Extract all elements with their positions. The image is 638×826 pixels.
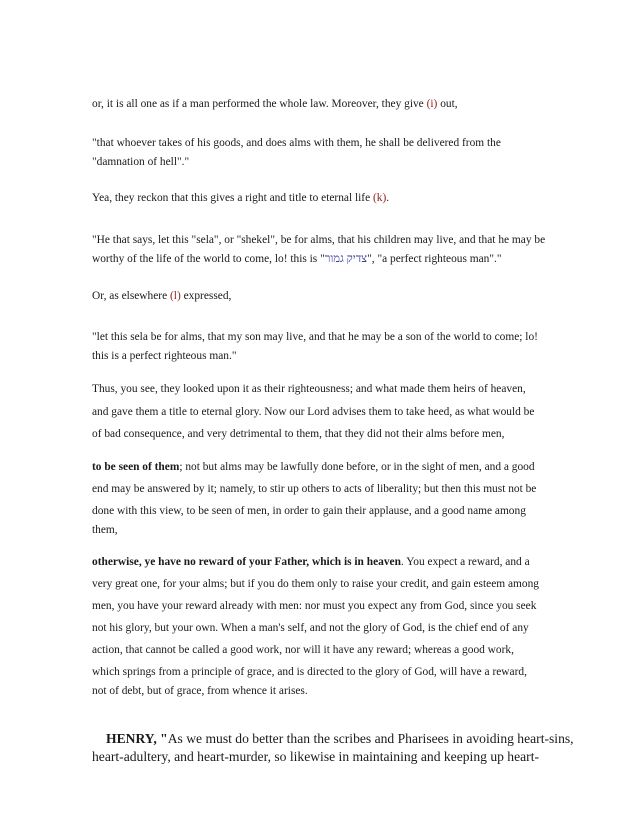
paragraph-6-line-2: this is a perfect righteous man."	[92, 350, 237, 362]
paragraph-4-line-1: "He that says, let this "sela", or "shekel", be for alms, that his children may live, and that he may be	[92, 234, 546, 246]
paragraph-4-line-2	[92, 250, 552, 268]
paragraph-9-line-5: action, that cannot be called a good work, nor will it have any reward; whereas a good work,	[92, 644, 514, 656]
text: expressed,	[180, 290, 232, 302]
paragraph-9-line-7: not of debt, but of grace, from whence it arises.	[92, 685, 308, 697]
paragraph-7-line-1: Thus, you see, they looked upon it as their righteousness; and what made them heirs of heaven,	[92, 383, 526, 395]
paragraph-8-line-1	[92, 458, 552, 476]
text: .	[386, 192, 390, 204]
bold-quote: otherwise, ye have no reward of your Father, which is in heaven	[92, 556, 401, 568]
text: As we must do better than the scribes and Pharisees in avoiding heart-sins,	[167, 731, 574, 746]
paragraph-8-line-3: done with this view, to be seen of men, in order to gain their applause, and a good name among	[92, 505, 526, 517]
text: out,	[437, 98, 458, 110]
paragraph-8-line-4: them,	[92, 524, 118, 536]
paragraph-5	[92, 287, 552, 305]
paragraph-2-line-1: "that whoever takes of his goods, and does alms with them, he shall be delivered from the	[92, 137, 501, 149]
henry-label: HENRY, "	[106, 731, 168, 746]
paragraph-6-line-1: "let this sela be for alms, that my son may live, and that he may be a son of the world to come; lo!	[92, 331, 538, 343]
paragraph-9-line-6: which springs from a principle of grace, and is directed to the glory of God, will have a reward,	[92, 666, 527, 678]
henry-line-1	[92, 730, 576, 748]
paragraph-9-line-2: very great one, for your alms; but if you do them only to raise your credit, and gain esteem among	[92, 578, 539, 590]
text: worthy of the life of the world to come, lo! this is "	[92, 253, 325, 265]
hebrew-text: צדיק גמור	[324, 253, 368, 265]
paragraph-9-line-4: not his glory, but your own. When a man's self, and not the glory of God, is the chief end of any	[92, 622, 529, 634]
henry-line-2: heart-adultery, and heart-murder, so likewise in maintaining and keeping up heart-	[92, 749, 540, 764]
paragraph-2-line-2: "damnation of hell"."	[92, 156, 190, 168]
text: ; not but alms may be lawfully done before, or in the sight of men, and a good	[179, 461, 535, 473]
reference-link[interactable]: (l)	[169, 290, 181, 302]
text: . You expect a reward, and a	[400, 556, 530, 568]
paragraph-7-line-3: of bad consequence, and very detrimental to them, that they did not their alms before men,	[92, 428, 505, 440]
paragraph-9-line-3: men, you have your reward already with men: nor must you expect any from God, since you seek	[92, 600, 537, 612]
paragraph-7-line-2: and gave them a title to eternal glory. Now our Lord advises them to take heed, as what would be	[92, 406, 535, 418]
paragraph-1	[92, 95, 552, 113]
text: ", "a perfect righteous man"."	[367, 253, 502, 265]
reference-link[interactable]: (k)	[373, 192, 387, 204]
bold-quote: to be seen of them	[92, 461, 180, 473]
text: or, it is all one as if a man performed the whole law. Moreover, they give	[92, 98, 427, 110]
paragraph-3	[92, 189, 552, 207]
paragraph-8-line-2: end may be answered by it; namely, to stir up others to acts of liberality; but then this must not be	[92, 483, 537, 495]
reference-link[interactable]: (i)	[426, 98, 438, 110]
text: Yea, they reckon that this gives a right and title to eternal life	[92, 192, 373, 204]
paragraph-9-line-1	[92, 553, 552, 571]
text: Or, as elsewhere	[92, 290, 170, 302]
